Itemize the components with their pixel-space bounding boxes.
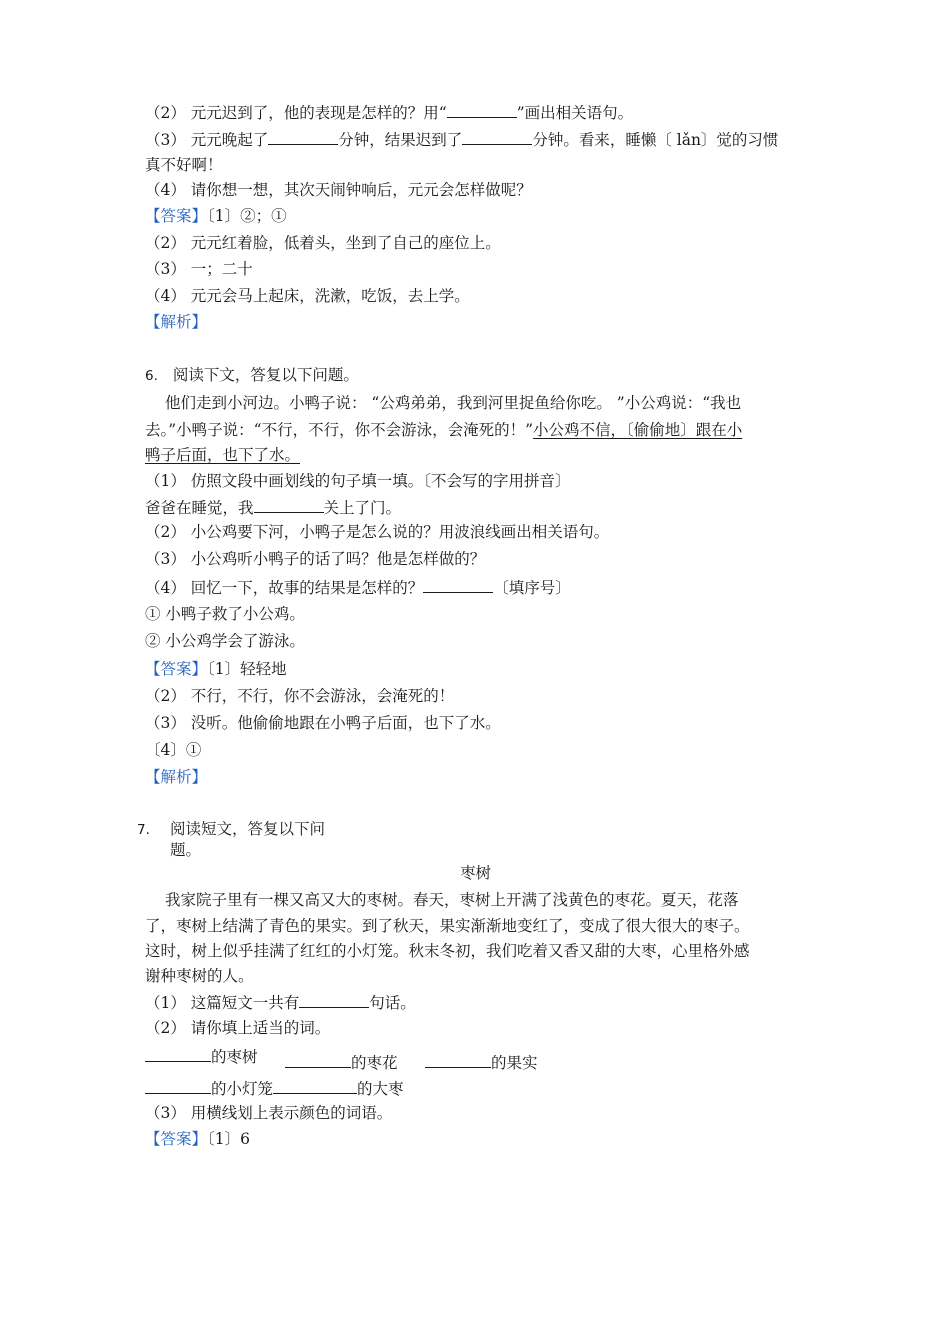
q6-option1: ① 小鸭子救了小公鸡。 <box>145 605 305 623</box>
q6-option2: ② 小公鸡学会了游泳。 <box>145 632 305 650</box>
q6-prompt: 阅读下文，答复以下问题。 <box>172 366 359 384</box>
fill-blank[interactable] <box>145 1044 211 1062</box>
fill-blank[interactable] <box>273 1076 357 1094</box>
q7-sub3: （3） 用横线划上表示颜色的词语。 <box>145 1104 393 1122</box>
q7-sub2: （2） 请你填上适当的词。 <box>145 1019 331 1037</box>
q6-sub2: （2） 小公鸡要下河，小鸭子是怎么说的？用波浪线画出相关语句。 <box>145 523 610 541</box>
q6-answer4: 〔4〕① <box>145 741 202 759</box>
q6-sub1: （1） 仿照文段中画划线的句子填一填。〔不会写的字用拼音〕 <box>145 472 571 490</box>
q6-header <box>145 364 359 387</box>
q6-passage-line1: 他们走到小河边。小鸭子说： “公鸡弟弟，我到河里捉鱼给你吃。 ”小公鸡说：“我也 <box>165 394 742 412</box>
q5-analysis-label: 【解析】 <box>145 313 208 331</box>
answer-label: 【答案】 <box>145 660 208 678</box>
q5-answer: 【答案】〔1〕②；① <box>145 207 287 225</box>
q5-sub2: （2） 元元迟到了，他的表现是怎样的？用“ ”画出相关语句。 <box>145 100 633 124</box>
fill-blank[interactable] <box>145 1076 211 1094</box>
q7-header <box>137 818 326 841</box>
answer-label: 【答案】 <box>145 207 208 225</box>
q5-answer3: （3） 一；二十 <box>145 260 253 278</box>
q7-fill-row1c: 的果实 <box>425 1050 538 1074</box>
q6-analysis-label: 【解析】 <box>145 768 208 786</box>
q7-answer: 【答案】〔1〕6 <box>145 1130 250 1148</box>
q7-passage-line4: 谢种枣树的人。 <box>145 967 254 985</box>
q5-sub3: （3） 元元晚起了 分钟，结果迟到了 分钟。看来，睡懒〔 lǎn〕觉的习惯 <box>145 127 778 151</box>
fill-blank[interactable] <box>425 1050 491 1068</box>
q7-fill-row1b: 的枣花 <box>285 1050 398 1074</box>
fill-blank[interactable] <box>268 127 338 145</box>
q7-passage-line1: 我家院子里有一棵又高又大的枣树。春天，枣树上开满了浅黄色的枣花。夏天，花落 <box>165 891 739 909</box>
fill-blank[interactable] <box>285 1050 351 1068</box>
q7-passage-line2: 了，枣树上结满了青色的果实。到了秋天，果实渐渐地变红了，变成了很大很大的枣子。 <box>145 917 750 935</box>
fill-blank[interactable] <box>447 100 517 118</box>
q6-number: 6. <box>145 368 158 384</box>
q7-number: 7. <box>137 822 150 838</box>
q5-answer2: （2） 元元红着脸，低着头，坐到了自己的座位上。 <box>145 234 501 252</box>
q6-passage-line3: 鸭子后面，也下了水。 <box>145 446 301 464</box>
q5-sub4: （4） 请你想一想，其次天闹钟响后，元元会怎样做呢？ <box>145 181 532 199</box>
q7-fill-row2: 的小灯笼 的大枣 <box>145 1076 404 1100</box>
q7-prompt: 阅读短文，答复以下问 <box>170 820 326 838</box>
q6-sub1-line: 爸爸在睡觉，我 关上了门。 <box>145 495 401 519</box>
passage-title: 枣树 <box>460 864 492 882</box>
answer-label: 【答案】 <box>145 1130 208 1148</box>
fill-blank[interactable] <box>254 495 324 513</box>
underlined-sentence: 小公鸡不信，〔偷偷地〕跟在小 <box>533 421 743 439</box>
q5-sub3-cont: 真不好啊！ <box>145 156 223 174</box>
q6-sub3: （3） 小公鸡听小鸭子的话了吗？他是怎样做的？ <box>145 550 486 568</box>
q6-answer: 【答案】〔1〕轻轻地 <box>145 660 287 678</box>
q6-passage-line2: 去。”小鸭子说：“不行，不行，你不会游泳，会淹死的！”小公鸡不信，〔偷偷地〕跟在小 <box>145 421 743 439</box>
q7-sub1: （1） 这篇短文一共有 句话。 <box>145 990 416 1014</box>
q7-prompt-cont: 题。 <box>170 841 202 859</box>
fill-blank[interactable] <box>462 127 532 145</box>
fill-blank[interactable] <box>423 575 493 593</box>
q7-fill-row1a: 的枣树 <box>145 1044 258 1068</box>
fill-blank[interactable] <box>299 990 369 1008</box>
q6-sub4: （4） 回忆一下，故事的结果是怎样的？ 〔填序号〕 <box>145 575 571 599</box>
q5-answer4: （4） 元元会马上起床，洗漱，吃饭，去上学。 <box>145 287 470 305</box>
q6-answer2: （2） 不行，不行，你不会游泳，会淹死的！ <box>145 687 455 705</box>
q6-answer3: （3） 没听。他偷偷地跟在小鸭子后面，也下了水。 <box>145 714 501 732</box>
q7-passage-line3: 这时，树上似乎挂满了红红的小灯笼。秋末冬初，我们吃着又香又甜的大枣，心里格外感 <box>145 942 750 960</box>
